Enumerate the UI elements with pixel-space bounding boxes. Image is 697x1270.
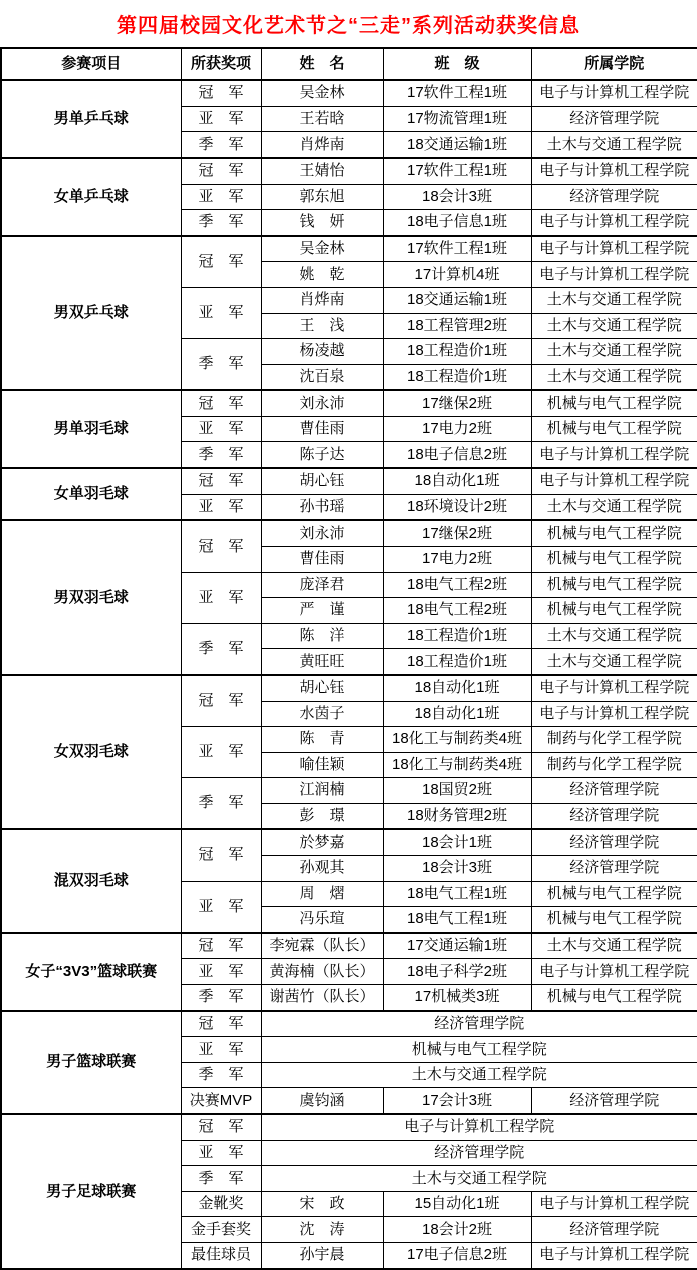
name-cell: 郭东旭 [261, 184, 383, 210]
college-cell: 电子与计算机工程学院 [531, 236, 697, 262]
college-cell: 土木与交通工程学院 [531, 339, 697, 365]
college-cell: 电子与计算机工程学院 [531, 80, 697, 106]
event-cell: 女双羽毛球 [1, 675, 181, 829]
college-cell: 机械与电气工程学院 [531, 416, 697, 442]
college-cell: 经济管理学院 [531, 1088, 697, 1114]
name-cell: 陈子达 [261, 442, 383, 468]
award-cell: 季 军 [181, 132, 261, 158]
table-row [1, 468, 697, 494]
name-cell: 胡心钰 [261, 675, 383, 701]
class-cell: 18电子科学2班 [383, 959, 531, 985]
name-cell: 孙书瑶 [261, 494, 383, 520]
award-cell: 亚 军 [181, 287, 261, 338]
class-cell: 18化工与制药类4班 [383, 727, 531, 753]
college-cell: 机械与电气工程学院 [531, 572, 697, 598]
class-cell: 17软件工程1班 [383, 236, 531, 262]
table-row [1, 675, 697, 701]
college-cell: 经济管理学院 [531, 1217, 697, 1243]
name-cell: 肖烨南 [261, 132, 383, 158]
class-cell: 18财务管理2班 [383, 803, 531, 829]
college-cell: 机械与电气工程学院 [531, 984, 697, 1010]
name-cell: 谢茜竹（队长） [261, 984, 383, 1010]
table-row [1, 1011, 697, 1037]
class-cell: 18工程造价1班 [383, 623, 531, 649]
class-cell: 17继保2班 [383, 520, 531, 546]
award-cell: 金靴奖 [181, 1191, 261, 1217]
award-cell: 季 军 [181, 778, 261, 830]
college-cell: 土木与交通工程学院 [531, 494, 697, 520]
award-cell: 季 军 [181, 442, 261, 468]
award-cell: 冠 军 [181, 468, 261, 494]
college-cell: 机械与电气工程学院 [531, 881, 697, 907]
name-cell: 庞泽君 [261, 572, 383, 598]
merged-college-cell: 经济管理学院 [261, 1140, 697, 1166]
name-cell: 於梦嘉 [261, 829, 383, 855]
award-cell: 亚 军 [181, 1037, 261, 1063]
college-cell: 电子与计算机工程学院 [531, 675, 697, 701]
award-cell: 冠 军 [181, 1011, 261, 1037]
college-cell: 机械与电气工程学院 [531, 907, 697, 933]
name-cell: 虞钧涵 [261, 1088, 383, 1114]
name-cell: 李宛霖（队长） [261, 933, 383, 959]
name-cell: 彭 璟 [261, 803, 383, 829]
name-cell: 刘永沛 [261, 520, 383, 546]
name-cell: 宋 政 [261, 1191, 383, 1217]
college-cell: 制药与化学工程学院 [531, 727, 697, 753]
college-cell: 土木与交通工程学院 [531, 132, 697, 158]
award-cell: 冠 军 [181, 1114, 261, 1140]
award-cell: 冠 军 [181, 80, 261, 106]
table-row [1, 80, 697, 106]
col-header-event: 参赛项目 [1, 48, 181, 80]
table-row [1, 829, 697, 855]
table-header [1, 48, 697, 80]
table-row [1, 933, 697, 959]
class-cell: 18工程造价1班 [383, 339, 531, 365]
college-cell: 电子与计算机工程学院 [531, 468, 697, 494]
name-cell: 吴金林 [261, 80, 383, 106]
award-cell: 亚 军 [181, 1140, 261, 1166]
college-cell: 机械与电气工程学院 [531, 520, 697, 546]
name-cell: 姚 乾 [261, 262, 383, 288]
table-row [1, 158, 697, 184]
name-cell: 陈 青 [261, 727, 383, 753]
merged-college-cell: 土木与交通工程学院 [261, 1062, 697, 1088]
name-cell: 陈 洋 [261, 623, 383, 649]
name-cell: 肖烨南 [261, 287, 383, 313]
name-cell: 胡心钰 [261, 468, 383, 494]
name-cell: 曹佳雨 [261, 416, 383, 442]
table-row [1, 236, 697, 262]
page-title: 第四届校园文化艺术节之“三走”系列活动获奖信息 [117, 15, 580, 37]
college-cell: 电子与计算机工程学院 [531, 442, 697, 468]
name-cell: 曹佳雨 [261, 547, 383, 573]
event-cell: 女单羽毛球 [1, 468, 181, 520]
award-cell: 冠 军 [181, 829, 261, 881]
event-cell: 男子足球联赛 [1, 1114, 181, 1269]
merged-college-cell: 电子与计算机工程学院 [261, 1114, 697, 1140]
award-cell: 季 军 [181, 623, 261, 675]
event-cell: 女单乒乓球 [1, 158, 181, 236]
class-cell: 18交通运输1班 [383, 132, 531, 158]
college-cell: 电子与计算机工程学院 [531, 1242, 697, 1269]
class-cell: 17交通运输1班 [383, 933, 531, 959]
award-cell: 季 军 [181, 1062, 261, 1088]
class-cell: 17软件工程1班 [383, 158, 531, 184]
col-header-award: 所获奖项 [181, 48, 261, 80]
award-cell: 冠 军 [181, 520, 261, 572]
name-cell: 王婧怡 [261, 158, 383, 184]
college-cell: 土木与交通工程学院 [531, 287, 697, 313]
class-cell: 18会计1班 [383, 829, 531, 855]
college-cell: 土木与交通工程学院 [531, 649, 697, 675]
award-cell: 亚 军 [181, 184, 261, 210]
college-cell: 电子与计算机工程学院 [531, 210, 697, 236]
table-body [1, 80, 697, 1269]
college-cell: 土木与交通工程学院 [531, 933, 697, 959]
col-header-college: 所属学院 [531, 48, 697, 80]
name-cell: 孙观其 [261, 856, 383, 882]
class-cell: 17继保2班 [383, 390, 531, 416]
award-cell: 亚 军 [181, 727, 261, 778]
merged-college-cell: 土木与交通工程学院 [261, 1166, 697, 1192]
class-cell: 17电子信息2班 [383, 1242, 531, 1269]
class-cell: 18自动化1班 [383, 701, 531, 727]
award-cell: 冠 军 [181, 158, 261, 184]
college-cell: 经济管理学院 [531, 803, 697, 829]
college-cell: 电子与计算机工程学院 [531, 158, 697, 184]
name-cell: 周 熠 [261, 881, 383, 907]
event-cell: 男子篮球联赛 [1, 1011, 181, 1114]
merged-college-cell: 经济管理学院 [261, 1011, 697, 1037]
event-cell: 女子“3V3”篮球联赛 [1, 933, 181, 1011]
col-header-class: 班 级 [383, 48, 531, 80]
class-cell: 17计算机4班 [383, 262, 531, 288]
award-cell: 最佳球员 [181, 1242, 261, 1269]
award-cell: 冠 军 [181, 236, 261, 288]
name-cell: 喻佳颖 [261, 752, 383, 778]
class-cell: 15自动化1班 [383, 1191, 531, 1217]
name-cell: 王若晗 [261, 106, 383, 132]
table-row [1, 520, 697, 546]
college-cell: 经济管理学院 [531, 778, 697, 804]
class-cell: 17电力2班 [383, 416, 531, 442]
class-cell: 18电子信息2班 [383, 442, 531, 468]
awards-table [0, 47, 697, 1270]
award-cell: 决赛MVP [181, 1088, 261, 1114]
award-cell: 冠 军 [181, 933, 261, 959]
award-cell: 金手套奖 [181, 1217, 261, 1243]
event-cell: 男双乒乓球 [1, 236, 181, 390]
name-cell: 严 谨 [261, 598, 383, 624]
college-cell: 土木与交通工程学院 [531, 364, 697, 390]
award-cell: 亚 军 [181, 416, 261, 442]
name-cell: 沈百泉 [261, 364, 383, 390]
event-cell: 男单乒乓球 [1, 80, 181, 158]
class-cell: 18电子信息1班 [383, 210, 531, 236]
class-cell: 18工程造价1班 [383, 364, 531, 390]
college-cell: 电子与计算机工程学院 [531, 959, 697, 985]
class-cell: 17物流管理1班 [383, 106, 531, 132]
class-cell: 18化工与制药类4班 [383, 752, 531, 778]
class-cell: 18电气工程1班 [383, 881, 531, 907]
award-cell: 亚 军 [181, 106, 261, 132]
class-cell: 17电力2班 [383, 547, 531, 573]
event-cell: 男单羽毛球 [1, 390, 181, 468]
name-cell: 黄旺旺 [261, 649, 383, 675]
college-cell: 电子与计算机工程学院 [531, 701, 697, 727]
class-cell: 18工程管理2班 [383, 313, 531, 339]
name-cell: 水茵子 [261, 701, 383, 727]
college-cell: 经济管理学院 [531, 184, 697, 210]
event-cell: 男双羽毛球 [1, 520, 181, 674]
college-cell: 电子与计算机工程学院 [531, 1191, 697, 1217]
class-cell: 18交通运输1班 [383, 287, 531, 313]
college-cell: 经济管理学院 [531, 829, 697, 855]
table-row [1, 1114, 697, 1140]
award-cell: 季 军 [181, 339, 261, 391]
header-row [1, 48, 697, 80]
college-cell: 经济管理学院 [531, 856, 697, 882]
class-cell: 18会计3班 [383, 184, 531, 210]
name-cell: 沈 涛 [261, 1217, 383, 1243]
award-cell: 亚 军 [181, 572, 261, 623]
class-cell: 18电气工程2班 [383, 598, 531, 624]
award-cell: 亚 军 [181, 881, 261, 933]
class-cell: 18环境设计2班 [383, 494, 531, 520]
class-cell: 18电气工程2班 [383, 572, 531, 598]
table-row [1, 390, 697, 416]
name-cell: 冯乐瑄 [261, 907, 383, 933]
name-cell: 杨凌越 [261, 339, 383, 365]
award-cell: 亚 军 [181, 959, 261, 985]
college-cell: 电子与计算机工程学院 [531, 262, 697, 288]
award-cell: 季 军 [181, 1166, 261, 1192]
award-cell: 季 军 [181, 984, 261, 1010]
class-cell: 18自动化1班 [383, 468, 531, 494]
college-cell: 机械与电气工程学院 [531, 547, 697, 573]
award-cell: 冠 军 [181, 675, 261, 727]
class-cell: 18国贸2班 [383, 778, 531, 804]
col-header-name: 姓 名 [261, 48, 383, 80]
college-cell: 土木与交通工程学院 [531, 623, 697, 649]
college-cell: 机械与电气工程学院 [531, 598, 697, 624]
award-cell: 亚 军 [181, 494, 261, 520]
name-cell: 孙宇晨 [261, 1242, 383, 1269]
name-cell: 江润楠 [261, 778, 383, 804]
college-cell: 机械与电气工程学院 [531, 390, 697, 416]
class-cell: 17软件工程1班 [383, 80, 531, 106]
name-cell: 黄海楠（队长） [261, 959, 383, 985]
class-cell: 18自动化1班 [383, 675, 531, 701]
event-cell: 混双羽毛球 [1, 829, 181, 932]
college-cell: 土木与交通工程学院 [531, 313, 697, 339]
name-cell: 刘永沛 [261, 390, 383, 416]
class-cell: 17机械类3班 [383, 984, 531, 1010]
class-cell: 18会计2班 [383, 1217, 531, 1243]
college-cell: 经济管理学院 [531, 106, 697, 132]
merged-college-cell: 机械与电气工程学院 [261, 1037, 697, 1063]
name-cell: 王 浅 [261, 313, 383, 339]
award-cell: 冠 军 [181, 390, 261, 416]
award-cell: 季 军 [181, 210, 261, 236]
class-cell: 18工程造价1班 [383, 649, 531, 675]
college-cell: 制药与化学工程学院 [531, 752, 697, 778]
class-cell: 17会计3班 [383, 1088, 531, 1114]
name-cell: 钱 妍 [261, 210, 383, 236]
class-cell: 18会计3班 [383, 856, 531, 882]
name-cell: 吴金林 [261, 236, 383, 262]
class-cell: 18电气工程1班 [383, 907, 531, 933]
